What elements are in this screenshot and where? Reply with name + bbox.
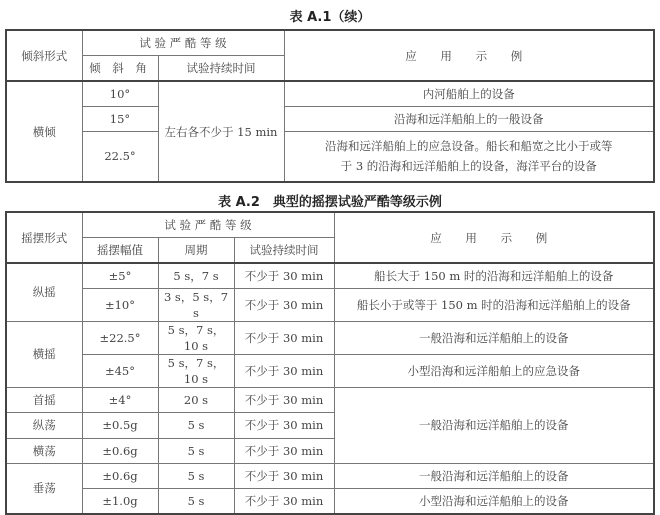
period-cell: 5 s xyxy=(158,438,234,463)
amplitude-cell: ±4° xyxy=(82,387,158,412)
header-severity: 试 验 严 酷 等 级 xyxy=(82,30,284,55)
duration-cell: 不少于 30 min xyxy=(234,321,334,354)
table-a1 xyxy=(5,29,655,183)
duration-cell: 不少于 30 min xyxy=(234,488,334,514)
header-period: 周期 xyxy=(158,237,234,263)
header-form: 摇摆形式 xyxy=(6,212,82,263)
header-severity: 试 验 严 酷 等 级 xyxy=(82,212,334,237)
form-cell: 横摇 xyxy=(6,321,82,387)
amplitude-cell: ±0.6g xyxy=(82,438,158,463)
application-cell: 一般沿海和远洋船舶上的设备 xyxy=(334,463,654,488)
table-row xyxy=(6,463,654,488)
duration-cell: 不少于 30 min xyxy=(234,412,334,438)
duration-cell: 左右各不少于 15 min xyxy=(158,81,284,182)
application-cell: 一般沿海和远洋船舶上的设备 xyxy=(334,387,654,463)
application-cell: 内河船舶上的设备 xyxy=(284,81,654,106)
period-cell: 5 s xyxy=(158,463,234,488)
duration-cell: 不少于 30 min xyxy=(234,354,334,387)
table-row xyxy=(6,354,654,387)
period-cell: 20 s xyxy=(158,387,234,412)
header-application: 应 用 示 例 xyxy=(284,30,654,81)
duration-cell: 不少于 30 min xyxy=(234,463,334,488)
form-cell: 纵摇 xyxy=(6,263,82,321)
application-cell: 沿海和远洋船舶上的一般设备 xyxy=(284,106,654,131)
period-cell: 3 s，5 s，7 s xyxy=(158,288,234,321)
amplitude-cell: ±1.0g xyxy=(82,488,158,514)
duration-cell: 不少于 30 min xyxy=(234,288,334,321)
period-cell: 5 s，7 s，10 s xyxy=(158,321,234,354)
table-a2 xyxy=(5,211,655,515)
form-cell: 垂荡 xyxy=(6,463,82,514)
amplitude-cell: ±0.6g xyxy=(82,463,158,488)
application-cell: 小型沿海和远洋船舶上的设备 xyxy=(334,488,654,514)
application-cell: 船长大于 150 m 时的沿海和远洋船舶上的设备 xyxy=(334,263,654,288)
header-form: 倾斜形式 xyxy=(6,30,82,81)
angle-cell: 22.5° xyxy=(82,131,158,182)
header-duration: 试验持续时间 xyxy=(158,55,284,81)
header-application: 应 用 示 例 xyxy=(334,212,654,263)
duration-cell: 不少于 30 min xyxy=(234,438,334,463)
period-cell: 5 s xyxy=(158,488,234,514)
period-cell: 5 s xyxy=(158,412,234,438)
duration-cell: 不少于 30 min xyxy=(234,387,334,412)
amplitude-cell: ±45° xyxy=(82,354,158,387)
table-row xyxy=(6,106,654,131)
table-row xyxy=(6,488,654,514)
table-row xyxy=(6,288,654,321)
form-cell: 首摇 xyxy=(6,387,82,412)
table-row xyxy=(6,387,654,412)
header-amplitude: 摇摆幅值 xyxy=(82,237,158,263)
table-row xyxy=(6,131,654,182)
angle-cell: 15° xyxy=(82,106,158,131)
header-duration: 试验持续时间 xyxy=(234,237,334,263)
application-cell: 船长小于或等于 150 m 时的沿海和远洋船舶上的设备 xyxy=(334,288,654,321)
amplitude-cell: ±5° xyxy=(82,263,158,288)
amplitude-cell: ±0.5g xyxy=(82,412,158,438)
table-row xyxy=(6,263,654,288)
period-cell: 5 s，7 s xyxy=(158,263,234,288)
application-cell: 一般沿海和远洋船舶上的设备 xyxy=(334,321,654,354)
form-cell: 横倾 xyxy=(6,81,82,182)
table-row xyxy=(6,321,654,354)
table2-title: 表 A.2 典型的摇摆试验严酷等级示例 xyxy=(218,195,442,210)
amplitude-cell: ±10° xyxy=(82,288,158,321)
form-cell: 横荡 xyxy=(6,438,82,463)
amplitude-cell: ±22.5° xyxy=(82,321,158,354)
form-cell: 纵荡 xyxy=(6,412,82,438)
angle-cell: 10° xyxy=(82,81,158,106)
duration-cell: 不少于 30 min xyxy=(234,263,334,288)
period-cell: 5 s，7 s，10 s xyxy=(158,354,234,387)
table-row xyxy=(6,81,654,106)
table1-title: 表 A.1（续） xyxy=(289,10,371,25)
header-angle: 倾 斜 角 xyxy=(82,55,158,81)
application-cell: 沿海和远洋船舶上的应急设备。船长和船宽之比小于或等于 3 的沿海和远洋船舶上的设备，海洋平台的设备 xyxy=(284,131,654,182)
application-cell: 小型沿海和远洋船舶上的应急设备 xyxy=(334,354,654,387)
